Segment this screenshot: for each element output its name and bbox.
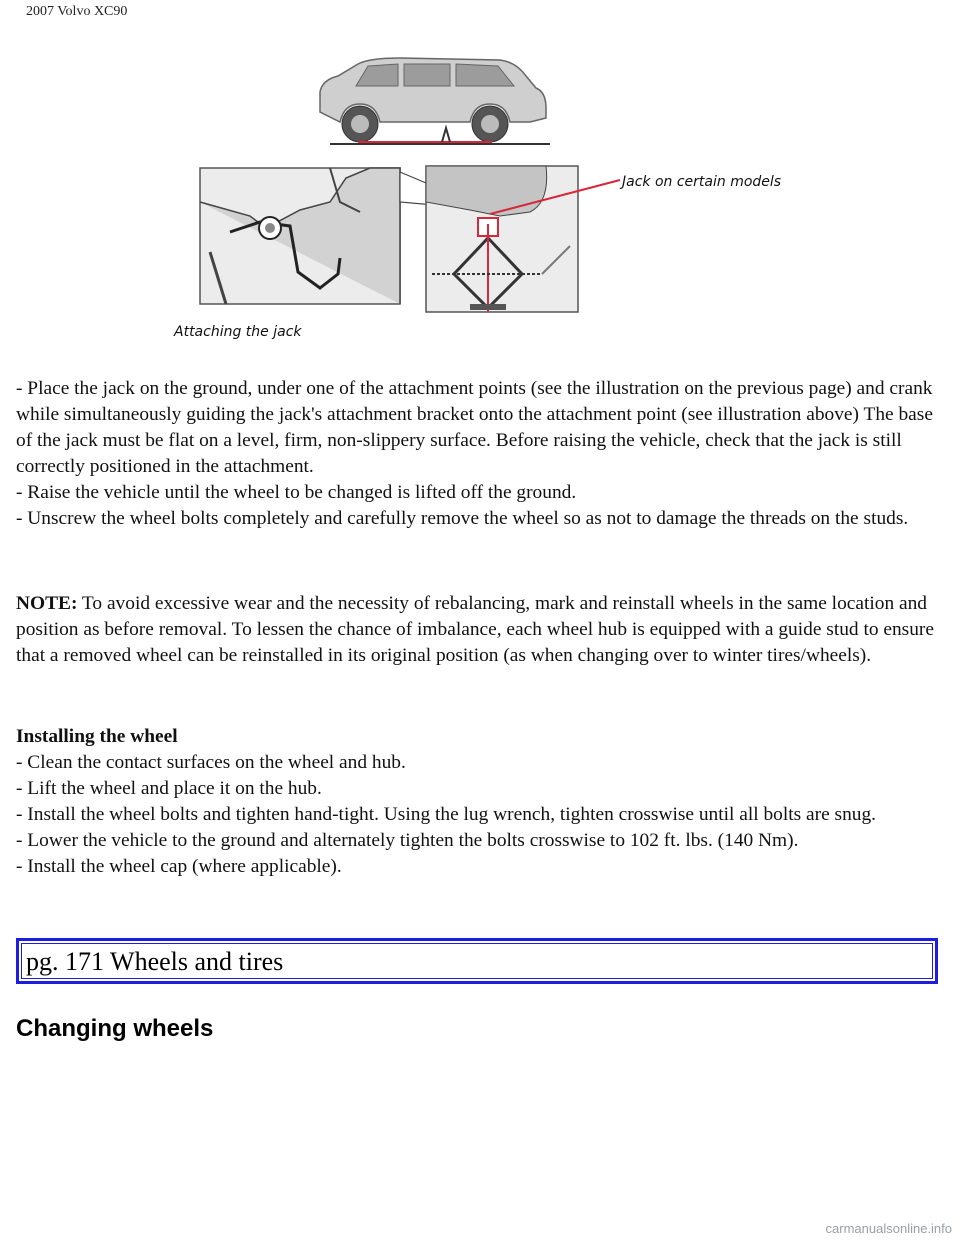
install-step: - Clean the contact surfaces on the wheel and hub. <box>16 752 406 773</box>
install-step: - Install the wheel cap (where applicable). <box>16 856 342 877</box>
watermark: carmanualsonline.info <box>825 1221 952 1236</box>
figure-caption: Attaching the jack <box>174 324 302 340</box>
section-heading: Changing wheels <box>16 1015 214 1042</box>
jack-illustration-drawing <box>170 52 810 352</box>
attachment-point-closeup <box>200 168 400 304</box>
page-marker-box <box>16 938 938 984</box>
install-heading: Installing the wheel <box>16 726 178 747</box>
note-label: NOTE: <box>16 593 78 614</box>
jack-instructions <box>16 376 944 532</box>
install-step: - Lower the vehicle to the ground and alternately tighten the bolts crosswise to 102 ft. lbs. (140 Nm). <box>16 830 799 851</box>
instruction-step: - Place the jack on the ground, under one of the attachment points (see the illustration on the previous page) and crank while simultaneously guiding the jack's attachment bracket onto the attachment point (see illustration above) The base of the jack must be flat on a level, firm, non-slippery surface. Before raising the vehicle, check that the jack is still correctly positioned in the attachment. <box>16 378 933 477</box>
instruction-step: - Unscrew the wheel bolts completely and carefully remove the wheel so as not to damage the threads on the studs. <box>16 508 909 529</box>
document-header-title: 2007 Volvo XC90 <box>26 4 128 19</box>
jack-illustration <box>170 52 810 352</box>
jack-closeup <box>426 166 620 312</box>
page-marker-text: pg. 171 Wheels and tires <box>21 943 933 979</box>
note-paragraph <box>16 591 944 669</box>
instruction-step: - Raise the vehicle until the wheel to be changed is lifted off the ground. <box>16 482 577 503</box>
figure-callout-label: Jack on certain models <box>622 174 782 190</box>
car-side-view <box>320 58 550 144</box>
install-step: - Install the wheel bolts and tighten hand-tight. Using the lug wrench, tighten crosswise until all bolts are snug. <box>16 804 877 825</box>
note-text: To avoid excessive wear and the necessity of rebalancing, mark and reinstall wheels in the same location and position as before removal. To lessen the chance of imbalance, each wheel hub is equipped with a guide stud to ensure that a removed wheel can be reinstalled in its original position (as when changing over to winter tires/wheels). <box>16 593 934 666</box>
install-step: - Lift the wheel and place it on the hub. <box>16 778 322 799</box>
install-section <box>16 724 944 880</box>
